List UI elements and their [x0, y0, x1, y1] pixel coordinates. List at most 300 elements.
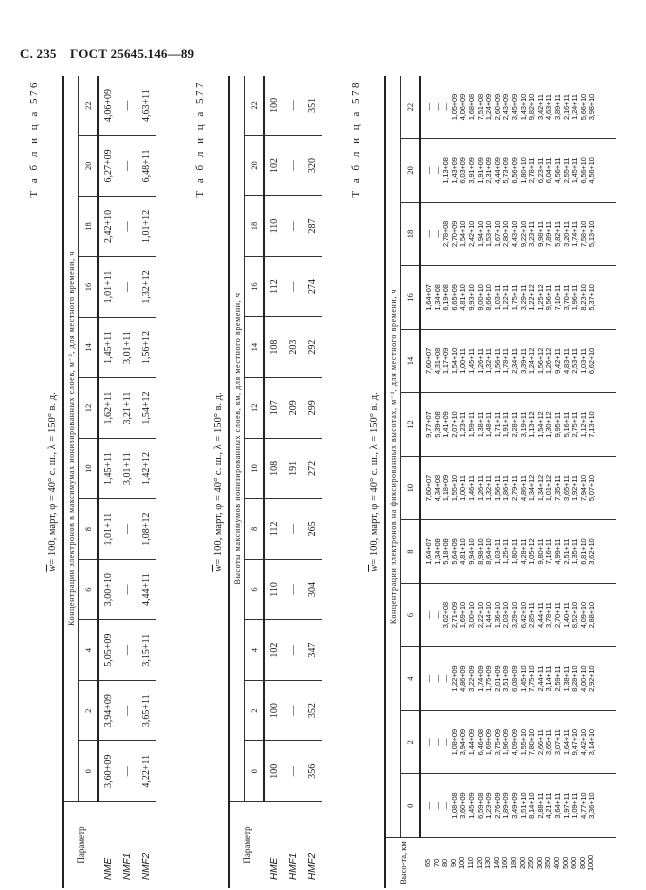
hour-header: 8	[79, 499, 99, 560]
value-cell: —	[118, 136, 137, 197]
value-cell: 274	[303, 256, 322, 317]
concentration-value: 1,34+08	[432, 538, 442, 565]
standard-number: ГОСТ 25645.146—89	[70, 46, 195, 61]
concentration-value: 3,65+11	[544, 729, 554, 756]
concentration-value: 3,23+11	[527, 221, 537, 247]
concentration-value: 1,05+12	[527, 538, 537, 565]
concentration-value: 1,17+09	[441, 347, 451, 375]
concentration-value: 3,51+09	[501, 665, 511, 692]
concentration-value: —	[432, 802, 442, 810]
value-cell: 110	[264, 196, 284, 257]
concentration-value: 1,03+11	[578, 348, 588, 374]
hour-header: 10	[79, 438, 99, 499]
value-cell: —	[122, 100, 133, 111]
concentration-value: 3,78+11	[544, 602, 554, 628]
concentration-value: 1,69+09	[484, 729, 494, 756]
table-578-grid	[384, 76, 616, 888]
concentration-value: 2,66+11	[535, 729, 545, 756]
concentration-value: 4,83+11	[561, 348, 571, 374]
concentration-value: 3,39+11	[518, 348, 528, 374]
hour-header: 0	[245, 741, 265, 802]
hour-header: 10	[401, 456, 421, 520]
concentration-value: 1,45+10	[518, 665, 528, 692]
span-header: Концентрации электронов на фиксированных высотах, м⁻³, для местного времени, ч	[385, 76, 401, 838]
concentration-value: 1,55+10	[449, 474, 459, 502]
concentration-value: 1,22+09	[449, 665, 459, 692]
hour-header: 14	[245, 317, 265, 378]
height-value: 300	[534, 856, 544, 870]
hour-header: 2	[245, 680, 265, 741]
span-header: Высоты максимумов ионизированных слоев, км, для местного времени, ч	[229, 76, 245, 802]
concentration-value: 1,45+09	[466, 792, 476, 819]
concentration-value: —	[424, 103, 433, 111]
concentration-value: 8,64+10	[484, 538, 494, 565]
concentration-value: 5,82+11	[552, 221, 562, 247]
concentration-value: 1,89+09	[501, 792, 511, 819]
table-578	[350, 76, 616, 888]
concentration-value: —	[432, 103, 442, 111]
height-value: 70	[431, 858, 441, 868]
value-cell: 5,05+09	[98, 620, 118, 681]
table-caption: Т а б л и ц а 578	[350, 80, 362, 198]
concentration-column	[420, 774, 616, 838]
concentration-value: 8,28+10	[570, 665, 580, 692]
concentration-value: 1,32+11	[484, 475, 494, 501]
concentration-value: 1,35+11	[570, 538, 580, 565]
concentration-column	[420, 329, 616, 393]
concentration-value: 1,86+11	[501, 475, 511, 501]
concentration-value: 4,81+10	[458, 284, 468, 311]
hour-header: 2	[401, 710, 421, 774]
concentration-value: 2,44+11	[535, 665, 545, 692]
concentration-value: 4,86+11	[518, 475, 528, 501]
concentration-value: 6,62+10	[587, 347, 597, 375]
concentration-value: 1,18+09	[441, 474, 451, 502]
table-caption: Т а б л и ц а 576	[28, 80, 40, 198]
value-cell: 1,56+12	[137, 317, 156, 378]
concentration-column	[420, 583, 616, 647]
concentration-value: 9,56+11	[544, 284, 554, 311]
concentration-value: 9,22+10	[518, 220, 528, 248]
concentration-value: 1,71+11	[492, 411, 502, 438]
concentration-value: 9,00+10	[475, 284, 485, 311]
concentration-value: 1,68+08	[466, 93, 476, 121]
hour-header: 22	[401, 76, 421, 139]
concentration-value: 2,60+09	[492, 93, 502, 121]
concentration-value: 7,80+10	[527, 729, 537, 756]
concentration-value: 5,16+11	[561, 411, 571, 438]
concentration-value: 2,70+09	[449, 220, 459, 248]
param-name: NME	[98, 802, 118, 889]
hour-header: 0	[401, 774, 421, 838]
concentration-value: 2,28+11	[509, 411, 519, 438]
value-cell: 272	[303, 438, 322, 499]
concentration-value: 1,56+12	[535, 347, 545, 375]
concentration-value: 2,85+11	[527, 602, 537, 628]
concentration-value: 6,04+11	[544, 157, 554, 184]
concentration-value: 1,44+10	[484, 602, 494, 629]
concentration-value: 1,45+11	[570, 157, 580, 184]
value-cell: 347	[303, 620, 322, 681]
value-cell: 100	[264, 741, 284, 802]
hour-header: 4	[401, 647, 421, 711]
table-row	[98, 76, 118, 888]
concentration-value: 2,79+11	[509, 475, 519, 501]
value-cell: 6,27+09	[98, 136, 118, 197]
height-value: 400	[551, 856, 561, 870]
concentration-value: 1,64+07	[424, 538, 433, 565]
concentration-value: 1,43+09	[449, 157, 459, 184]
value-cell: 110	[264, 559, 284, 620]
concentration-value: 3,94+09	[458, 729, 468, 756]
concentration-value: 8,98+10	[475, 538, 485, 565]
concentration-value: 2,01+09	[492, 665, 502, 692]
concentration-value: 3,45+09	[509, 93, 519, 121]
hour-header: 8	[245, 499, 265, 560]
concentration-column	[420, 393, 616, 457]
table-subtitle: $\overline{w}= 100$, март, φ = 40° с. ш., λ = 150° в. д.	[369, 392, 380, 572]
height-value: 120	[474, 856, 484, 870]
height-value: 250	[526, 856, 536, 870]
param-header: Параметр	[63, 802, 98, 889]
concentration-column	[420, 76, 616, 139]
concentration-value: 2,55+11	[561, 157, 571, 184]
value-cell: 3,15+11	[137, 620, 156, 681]
concentration-value: —	[432, 230, 442, 238]
concentration-value: 1,05+09	[449, 93, 459, 121]
param-name: HME	[264, 802, 284, 889]
concentration-value: 2,34+11	[509, 348, 519, 374]
hour-header: 22	[79, 76, 99, 136]
hour-header: 20	[401, 139, 421, 203]
value-cell: 102	[264, 620, 284, 681]
value-cell: —	[284, 135, 303, 196]
concentration-value: 1,23+09	[484, 792, 494, 819]
table-row	[264, 76, 284, 888]
value-cell: 191	[284, 438, 303, 499]
concentration-value: 4,44+11	[535, 602, 545, 628]
concentration-value: 1,53+10	[484, 220, 494, 248]
concentration-value: 3,42+11	[535, 94, 545, 120]
value-cell: —	[284, 256, 303, 317]
concentration-value: 4,28+11	[518, 538, 528, 565]
concentration-value: 5,66+10	[578, 93, 588, 121]
value-cell: 102	[264, 135, 284, 196]
concentration-value: 1,12+11	[578, 411, 588, 438]
concentration-value: —	[424, 738, 433, 746]
table-577	[194, 76, 322, 888]
concentration-value: 1,64+11	[561, 729, 571, 756]
table-subtitle: $\overline{w}= 100$, март, φ = 40° с. ш., λ = 150° в. д.	[47, 392, 58, 572]
concentration-value: 4,43+10	[509, 220, 519, 248]
concentration-value: 1,03+11	[492, 538, 502, 565]
concentration-value: —	[441, 103, 451, 111]
value-cell: 3,60+09	[98, 741, 118, 802]
concentration-value: 1,56+11	[492, 348, 502, 374]
concentration-value: —	[432, 166, 442, 175]
concentration-value: 1,94+10	[475, 220, 485, 248]
concentration-value: 2,16+11	[561, 94, 571, 120]
value-cell: 4,44+11	[137, 559, 156, 620]
concentration-value: 2,78+11	[527, 157, 537, 184]
concentration-value: 1,40+11	[561, 602, 571, 628]
table-row	[137, 76, 156, 888]
concentration-value: 1,32+11	[484, 348, 494, 374]
height-value: 160	[500, 856, 510, 870]
concentration-value: 4,34+08	[432, 474, 442, 502]
concentration-value: 9,47+10	[570, 729, 580, 756]
concentration-column	[420, 266, 616, 330]
hour-header: 6	[245, 559, 265, 620]
concentration-value: 1,78+11	[501, 348, 511, 374]
hour-header: 8	[401, 520, 421, 584]
height-value: 500	[560, 856, 570, 870]
value-cell: 265	[303, 499, 322, 560]
value-cell: 299	[303, 377, 322, 438]
concentration-value: —	[424, 611, 433, 619]
hour-header: 14	[79, 317, 99, 378]
concentration-value: 7,35+11	[552, 475, 562, 501]
value-cell: —	[288, 100, 299, 111]
hour-header: 14	[401, 329, 421, 393]
concentration-value: 1,22+12	[527, 284, 537, 311]
concentration-value: —	[424, 674, 433, 683]
concentration-value: 1,80+11	[509, 538, 519, 565]
concentration-value: 1,41+09	[441, 411, 451, 438]
param-name: HMF1	[284, 802, 303, 889]
table-subtitle: $\overline{w}= 100$, март, φ = 40° с. ш., λ = 150° в. д.	[213, 392, 224, 572]
height-value: 140	[491, 856, 501, 870]
concentration-column	[420, 456, 616, 520]
value-cell: —	[284, 499, 303, 560]
concentration-value: 3,91+09	[466, 157, 476, 184]
height-value: 200	[517, 856, 527, 870]
height-value: 80	[440, 858, 450, 868]
concentration-value: 4,63+11	[544, 94, 554, 120]
concentration-value: 2,71+09	[449, 602, 459, 629]
concentration-value: 1,43+10	[518, 93, 528, 121]
param-name: NMF1	[118, 802, 137, 889]
concentration-value: 1,92+11	[570, 475, 580, 501]
value-cell: 287	[303, 196, 322, 257]
concentration-value: 4,00+10	[578, 665, 588, 692]
value-cell: 112	[264, 256, 284, 317]
concentration-value: —	[432, 611, 442, 619]
concentration-value: 9,80+11	[535, 538, 545, 565]
hour-header: 6	[401, 583, 421, 647]
concentration-value: 2,59+11	[552, 665, 562, 692]
height-value: 100	[457, 856, 467, 870]
value-cell: 304	[303, 559, 322, 620]
concentration-value: 6,03+09	[458, 157, 468, 184]
hour-header: 16	[79, 257, 99, 318]
value-cell: 209	[284, 377, 303, 438]
concentration-value: 1,24+11	[570, 94, 580, 120]
concentration-value: 2,42+10	[466, 220, 476, 248]
concentration-value: 1,45+11	[466, 348, 476, 374]
concentration-value: —	[424, 802, 433, 810]
concentration-value: 1,38+11	[475, 411, 485, 438]
concentration-value: 1,00+11	[458, 475, 468, 501]
value-cell: 4,06+09	[103, 89, 114, 123]
concentration-value: 2,43+09	[501, 93, 511, 121]
hour-header: 16	[245, 256, 265, 317]
concentration-value: 1,26+11	[475, 475, 485, 501]
table-row	[303, 76, 322, 888]
concentration-value: 4,31+08	[432, 347, 442, 375]
concentration-value: 5,13+10	[587, 220, 597, 248]
hour-header: 20	[245, 135, 265, 196]
value-cell: 108	[264, 438, 284, 499]
concentration-value: 1,26+11	[475, 348, 485, 374]
value-cell: 112	[264, 499, 284, 560]
concentration-value: 7,51+08	[475, 93, 485, 121]
concentration-value: 1,44+09	[466, 729, 476, 756]
value-cell: 1,01+11	[98, 499, 118, 560]
concentration-value: 2,53+11	[570, 348, 580, 374]
height-value: 600	[569, 856, 579, 870]
concentration-value: 3,64+11	[552, 792, 562, 819]
concentration-value: —	[424, 230, 433, 238]
concentration-value: 2,76+09	[492, 792, 502, 819]
page-number: С. 235	[20, 46, 57, 61]
concentration-value: 1,30+12	[544, 411, 554, 438]
concentration-value: 3,19+11	[518, 411, 528, 438]
concentration-value: 9,93+10	[466, 284, 476, 311]
concentration-value: 5,37+10	[587, 284, 597, 311]
value-cell: —	[118, 499, 137, 560]
concentration-value: 3,07+11	[552, 729, 562, 756]
concentration-value: 1,36+10	[492, 602, 502, 629]
hour-header: 0	[79, 741, 99, 802]
height-value: 800	[577, 856, 587, 870]
value-cell: —	[284, 559, 303, 620]
value-cell: 108	[264, 317, 284, 378]
concentration-value: 3,22+09	[466, 665, 476, 692]
hour-header: 12	[245, 377, 265, 438]
value-cell: —	[118, 559, 137, 620]
concentration-value: 1,67+10	[492, 220, 502, 248]
concentration-value: 4,56+11	[552, 157, 562, 184]
height-value: 180	[508, 856, 518, 870]
concentration-value: 2,70+11	[552, 602, 562, 628]
value-cell: 203	[284, 317, 303, 378]
concentration-value: 3,70+11	[561, 284, 571, 311]
concentration-value: 2,75+11	[570, 411, 580, 438]
concentration-value: 1,46+11	[466, 475, 476, 501]
concentration-value: 5,64+09	[449, 538, 459, 565]
concentration-value: 4,99+11	[552, 538, 562, 565]
concentration-value: 4,44+09	[492, 157, 502, 184]
concentration-value: 1,54+10	[449, 347, 459, 375]
concentration-value: 6,42+10	[518, 602, 528, 629]
concentration-value: 1,51+10	[518, 792, 528, 819]
hour-header: 18	[401, 202, 421, 266]
concentration-value: 3,29+11	[518, 284, 528, 311]
table-576	[28, 76, 156, 888]
height-value: 350	[543, 856, 553, 870]
concentration-value: 5,18+08	[441, 538, 451, 565]
concentration-value: 7,75+10	[527, 665, 537, 692]
concentration-value: 1,91+11	[501, 411, 511, 438]
concentration-value: 3,14+10	[587, 729, 597, 756]
value-cell: —	[118, 620, 137, 681]
concentration-value: —	[432, 738, 442, 746]
concentration-value: 9,95+11	[552, 411, 562, 438]
height-value: 110	[465, 857, 475, 869]
concentration-value: 9,77+07	[424, 411, 433, 438]
value-cell: 100	[269, 97, 280, 113]
value-cell: 1,08+12	[137, 499, 156, 560]
height-value: 1000	[586, 854, 596, 872]
concentration-value: 1,34+12	[535, 474, 545, 502]
concentration-value: 5,73+09	[501, 157, 511, 184]
page-header	[20, 46, 204, 62]
hour-header: 20	[79, 136, 99, 197]
concentration-value: 5,07+10	[587, 474, 597, 502]
value-cell: 3,94+09	[98, 680, 118, 741]
concentration-value: 1,26+12	[544, 347, 554, 375]
concentration-value: 8,52+10	[570, 602, 580, 629]
height-column	[420, 838, 616, 889]
hour-header: 12	[401, 393, 421, 457]
concentration-value: 8,14+10	[527, 792, 537, 819]
value-cell: 1,01+11	[98, 257, 118, 318]
concentration-value: 3,62+10	[587, 538, 597, 565]
hour-header: 4	[245, 620, 265, 681]
concentration-value: 1,56+11	[492, 475, 502, 501]
value-cell: 1,32+12	[137, 257, 156, 318]
value-cell: 107	[264, 377, 284, 438]
value-cell: —	[118, 257, 137, 318]
concentration-value: 1,97+11	[561, 792, 571, 819]
concentration-value: 1,23+11	[458, 411, 468, 438]
concentration-value: 2,07+10	[449, 411, 459, 438]
concentration-value: 9,98+11	[535, 221, 545, 247]
concentration-value: 1,25+11	[501, 538, 511, 565]
height-value: 65	[423, 858, 432, 868]
concentration-value: 5,39+08	[432, 411, 442, 438]
concentration-value: 2,80+10	[501, 220, 511, 248]
concentration-value: 2,88+10	[587, 602, 597, 629]
concentration-value: 7,58+10	[578, 220, 588, 248]
concentration-value: 3,00+10	[466, 602, 476, 629]
concentration-column	[420, 647, 616, 711]
concentration-value: 6,59+08	[475, 792, 485, 819]
hour-header: 4	[79, 620, 99, 681]
concentration-value: —	[441, 674, 451, 683]
concentration-value: 1,03+11	[492, 284, 502, 311]
height-value: 130	[483, 856, 493, 870]
table-row	[118, 76, 137, 888]
concentration-value: 6,65+09	[449, 284, 459, 311]
value-cell: 3,01+11	[118, 438, 137, 499]
table-row	[284, 76, 303, 888]
concentration-value: 2,22+10	[475, 602, 485, 629]
concentration-value: 1,64+07	[424, 284, 433, 311]
concentration-value: 4,21+11	[544, 792, 554, 819]
concentration-value: 6,46+08	[475, 729, 485, 756]
concentration-value: 1,75+11	[509, 284, 519, 311]
value-cell: 6,48+11	[137, 136, 156, 197]
concentration-value: 2,92+10	[587, 665, 597, 692]
concentration-value: 7,94+10	[578, 474, 588, 502]
concentration-value: 3,29+10	[509, 602, 519, 629]
hour-header: 16	[401, 266, 421, 330]
value-cell: 356	[303, 741, 322, 802]
hour-header: 10	[245, 438, 265, 499]
value-cell: 4,63+11	[141, 89, 152, 122]
